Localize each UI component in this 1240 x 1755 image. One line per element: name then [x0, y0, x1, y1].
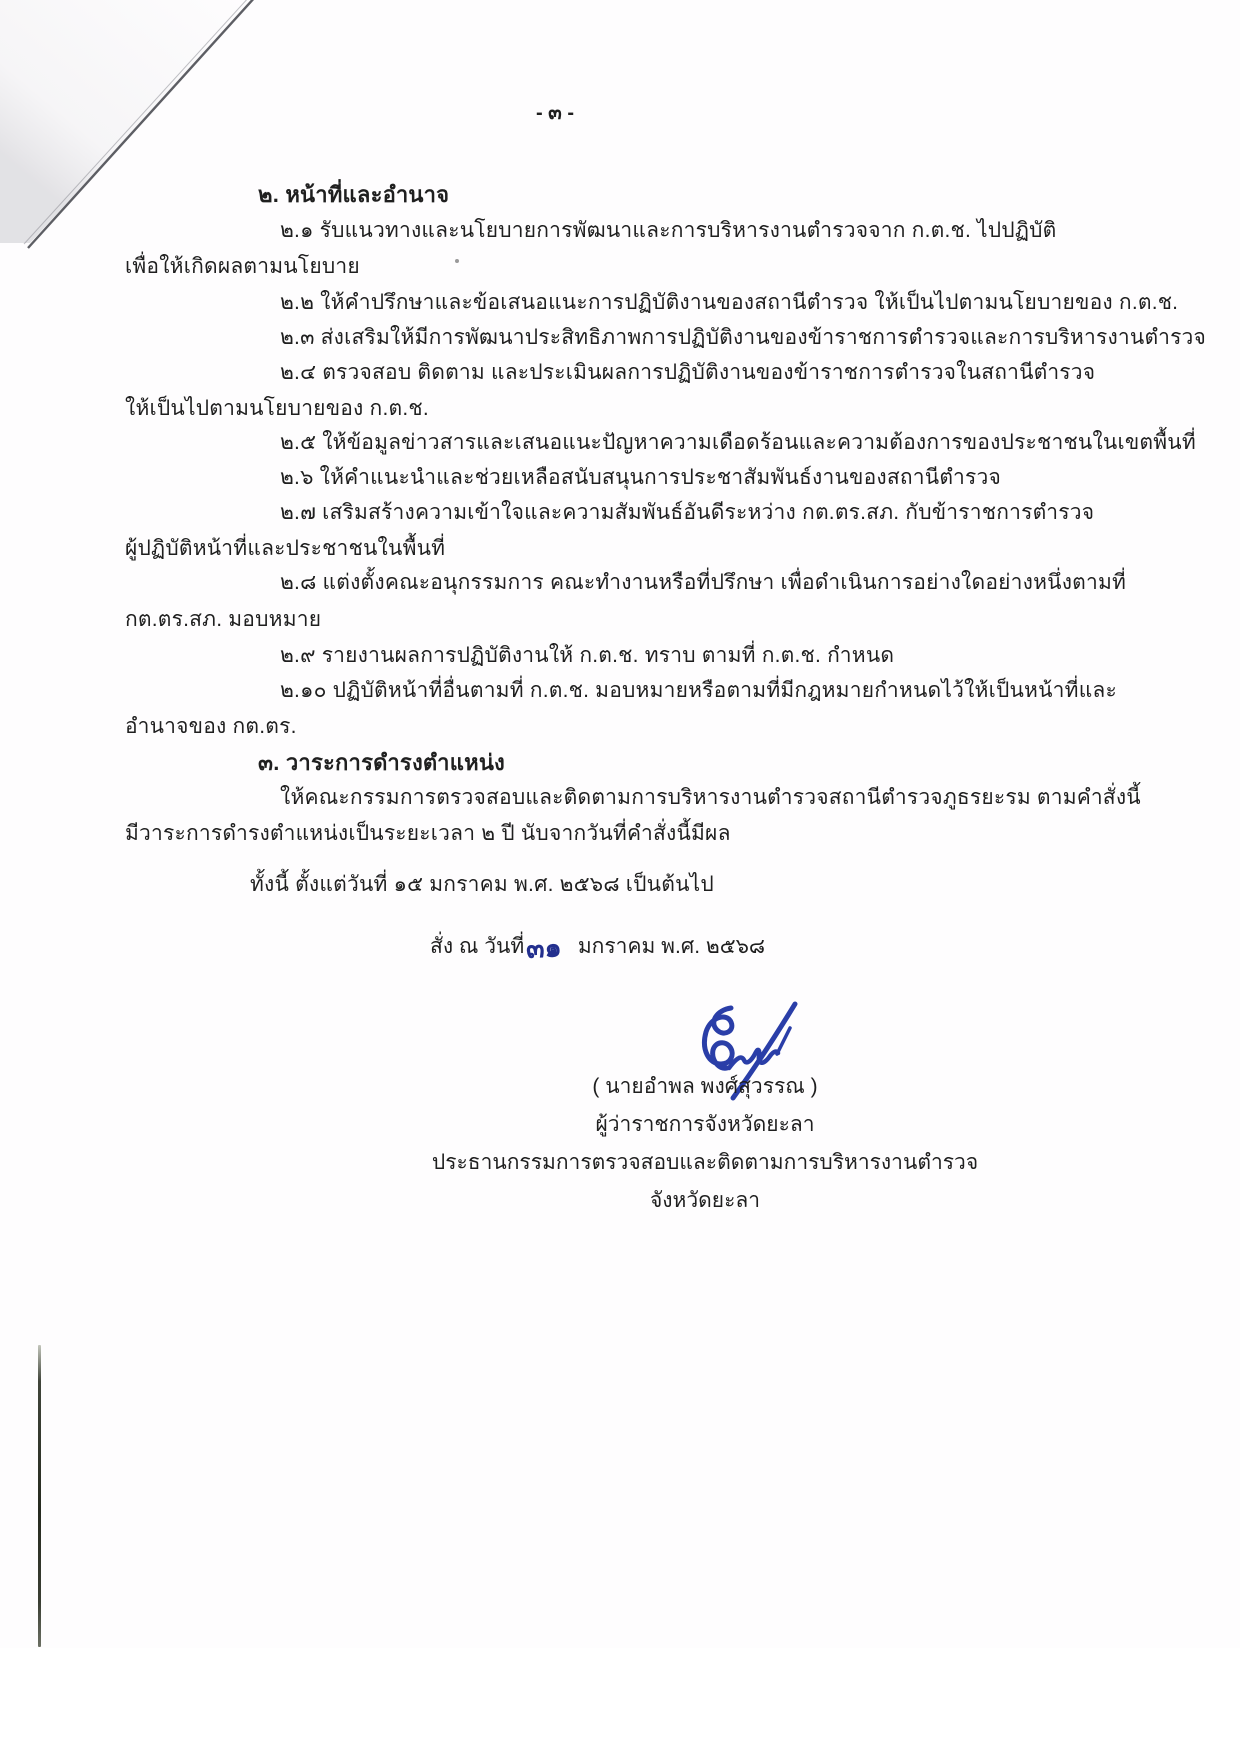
effective-date-line: ทั้งนี้ ตั้งแต่วันที่ ๑๕ มกราคม พ.ศ. ๒๕๖๘ เป็นต้นไป [250, 873, 714, 896]
duties-line: ๒.๔ ตรวจสอบ ติดตาม และประเมินผลการปฏิบัติงานของข้าราชการตำรวจในสถานีตำรวจ [280, 361, 1096, 384]
duties-line: ๒.๑๐ ปฏิบัติหน้าที่อื่นตามที่ ก.ต.ช. มอบหมายหรือตามที่มีกฎหมายกำหนดไว้ให้เป็นหน้าที่และ [280, 679, 1117, 702]
duties-line: กต.ตร.สภ. มอบหมาย [125, 608, 322, 631]
duties-line: ๒.๓ ส่งเสริมให้มีการพัฒนาประสิทธิภาพการปฏิบัติงานของข้าราชการตำรวจและการบริหารงานตำรวจ [280, 326, 1207, 349]
ink-speck [455, 259, 459, 263]
order-date-suffix: มกราคม พ.ศ. ๒๕๖๘ [577, 935, 766, 958]
duties-line: เพื่อให้เกิดผลตามนโยบาย [125, 255, 360, 278]
duties-line: ๒.๕ ให้ข้อมูลข่าวสารและเสนอแนะปัญหาความเดือดร้อนและความต้องการของประชาชนในเขตพื้นที่ [280, 431, 1196, 454]
duties-line: ๒.๙ รายงานผลการปฏิบัติงานให้ ก.ต.ช. ทราบ ตามที่ ก.ต.ช. กำหนด [280, 644, 895, 667]
signatory-role: ประธานกรรมการตรวจสอบและติดตามการบริหารงานตำรวจ [431, 1151, 979, 1174]
signatory-name: ( นายอำพล พงศ์สุวรรณ ) [592, 1075, 818, 1098]
page-number: - ๓ - [535, 102, 575, 124]
section-duties-heading: ๒. หน้าที่และอำนาจ [258, 182, 450, 207]
handwritten-day: ๓๑ [525, 932, 563, 965]
duties-line: ผู้ปฏิบัติหน้าที่และประชาชนในพื้นที่ [125, 537, 446, 560]
term-line: ให้คณะกรรมการตรวจสอบและติดตามการบริหารงานตำรวจสถานีตำรวจภูธรยะรม ตามคำสั่งนี้ [280, 786, 1141, 809]
duties-line: อำนาจของ กต.ตร. [125, 715, 297, 738]
signatory-position: ผู้ว่าราชการจังหวัดยะลา [595, 1113, 815, 1136]
duties-line: ๒.๒ ให้คำปรึกษาและข้อเสนอแนะการปฏิบัติงานของสถานีตำรวจ ให้เป็นไปตามนโยบายของ ก.ต.ช. [280, 291, 1179, 314]
section-term-heading: ๓. วาระการดำรงตำแหน่ง [258, 750, 505, 775]
duties-line: ให้เป็นไปตามนโยบายของ ก.ต.ช. [125, 397, 429, 420]
term-line: มีวาระการดำรงตำแหน่งเป็นระยะเวลา ๒ ปี นับจากวันที่คำสั่งนี้มีผล [125, 822, 731, 845]
order-date-line [430, 932, 766, 965]
signatory-block [375, 1068, 1035, 1220]
duties-line: ๒.๗ เสริมสร้างความเข้าใจและความสัมพันธ์อันดีระหว่าง กต.ตร.สภ. กับข้าราชการตำรวจ [280, 501, 1095, 524]
order-date-prefix: สั่ง ณ วันที่ [430, 935, 525, 958]
signatory-province: จังหวัดยะลา [649, 1189, 761, 1212]
duties-line: ๒.๘ แต่งตั้งคณะอนุกรรมการ คณะทำงานหรือที่ปรึกษา เพื่อดำเนินการอย่างใดอย่างหนึ่งตามที่ [280, 571, 1127, 594]
page-fold-crease [0, 0, 280, 260]
duties-line: ๒.๖ ให้คำแนะนำและช่วยเหลือสนับสนุนการประชาสัมพันธ์งานของสถานีตำรวจ [280, 466, 1001, 489]
paper-edge-line [38, 1345, 41, 1647]
duties-line: ๒.๑ รับแนวทางและนโยบายการพัฒนาและการบริหารงานตำรวจจาก ก.ต.ช. ไปปฏิบัติ [280, 219, 1057, 242]
